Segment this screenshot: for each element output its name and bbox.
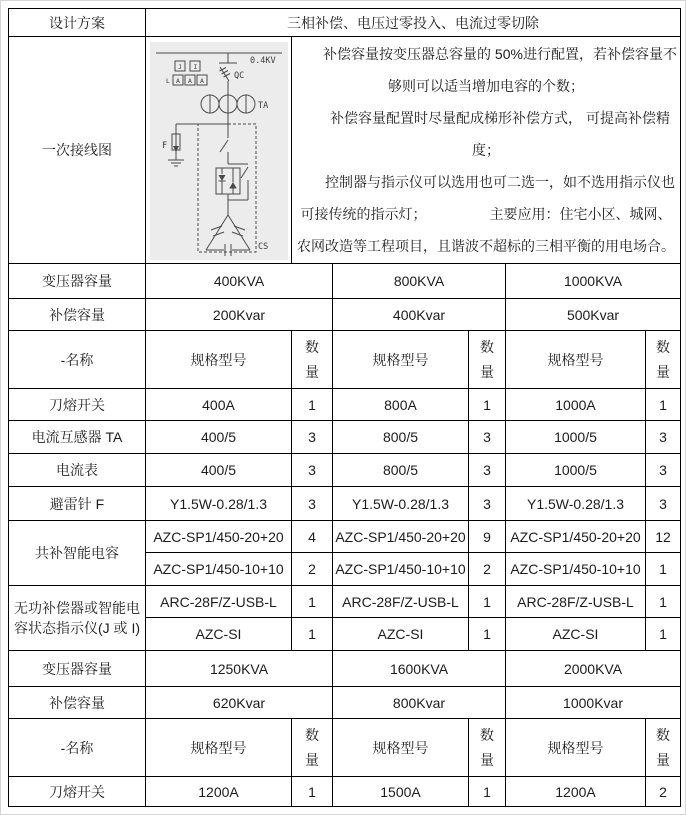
qc-label: QC — [233, 70, 244, 81]
compensation-capacity-value: 500Kvar — [506, 299, 681, 331]
wiring-diagram-cell — [146, 37, 292, 264]
item-spec: 1000A — [506, 389, 646, 421]
item-qty: 2 — [469, 553, 506, 586]
item-qty: 1 — [469, 389, 506, 421]
item-spec: 1000/5 — [506, 421, 646, 454]
item-spec: 800/5 — [333, 421, 469, 454]
cs-capacitor-bank-symbol — [198, 124, 256, 256]
column-header-qty: 数量 — [469, 331, 506, 389]
table-row — [9, 521, 681, 553]
compensation-capacity-value: 800Kvar — [333, 687, 506, 719]
item-qty: 3 — [646, 487, 681, 521]
delta-capacitor-symbol — [206, 215, 250, 256]
item-spec: 800A — [333, 389, 469, 421]
item-spec: AZC-SP1/450-10+10 — [506, 553, 646, 586]
item-spec: AZC-SP1/450-10+10 — [146, 553, 292, 586]
item-qty: 3 — [469, 421, 506, 454]
item-qty: 1 — [292, 586, 333, 618]
table-row — [9, 586, 681, 618]
ta-label: TA — [257, 100, 268, 111]
item-spec: ARC-28F/Z-USB-L — [333, 586, 469, 618]
column-header-spec: 规格型号 — [506, 331, 646, 389]
item-name: 避雷针 F — [9, 487, 146, 521]
transformer-capacity-value: 1000KVA — [506, 264, 681, 299]
column-header-spec: 规格型号 — [333, 331, 469, 389]
spec-table — [8, 8, 681, 807]
note-paragraph: 补偿容量配置时尽量配成梯形补偿方式， 可提高补偿精度； — [330, 110, 670, 158]
item-qty: 12 — [646, 521, 681, 553]
compensation-capacity-value: 1000Kvar — [506, 687, 681, 719]
transformer-capacity-label: 变压器容量 — [9, 264, 146, 299]
item-qty: 1 — [292, 777, 333, 807]
transformer-capacity-value: 1250KVA — [146, 651, 333, 687]
item-spec: AZC-SP1/450-20+20 — [506, 521, 646, 553]
item-spec: AZC-SI — [333, 618, 469, 651]
item-qty: 2 — [646, 777, 681, 807]
compensation-capacity-value: 400Kvar — [333, 299, 506, 331]
table-row — [9, 37, 681, 264]
item-qty: 3 — [292, 454, 333, 487]
item-name: 电流互感器 TA — [9, 421, 146, 454]
voltage-label: 0.4KV — [249, 55, 276, 66]
item-spec: 400/5 — [146, 421, 292, 454]
item-spec: AZC-SI — [506, 618, 646, 651]
table-row — [9, 454, 681, 487]
i-label: I — [193, 62, 197, 71]
table-row — [9, 421, 681, 454]
item-spec: Y1.5W-0.28/1.3 — [146, 487, 292, 521]
transformer-capacity-value: 2000KVA — [506, 651, 681, 687]
table-row — [9, 487, 681, 521]
transformer-capacity-value: 400KVA — [146, 264, 333, 299]
transformer-capacity-value: 800KVA — [333, 264, 506, 299]
thyristor-up — [229, 182, 236, 188]
item-qty: 3 — [469, 454, 506, 487]
notes-cell — [292, 37, 681, 264]
one-line-wiring-diagram — [150, 42, 288, 260]
item-qty: 3 — [646, 421, 681, 454]
f-label: F — [161, 140, 167, 151]
item-qty: 1 — [292, 618, 333, 651]
column-header-name: -名称 — [9, 331, 146, 389]
qc-switch-symbol — [219, 67, 230, 95]
column-header-qty: 数量 — [646, 331, 681, 389]
item-name: 共补智能电容 — [9, 521, 146, 586]
item-spec: 1000/5 — [506, 454, 646, 487]
thyristor-down — [218, 175, 225, 181]
item-spec: AZC-SP1/450-10+10 — [333, 553, 469, 586]
l-label: L — [165, 76, 170, 85]
item-qty: 3 — [469, 487, 506, 521]
item-qty: 4 — [292, 521, 333, 553]
a-label: A — [199, 76, 204, 85]
item-spec: 1200A — [506, 777, 646, 807]
item-qty: 3 — [646, 454, 681, 487]
item-spec: 1500A — [333, 777, 469, 807]
transformer-capacity-value: 1600KVA — [333, 651, 506, 687]
item-qty: 9 — [469, 521, 506, 553]
table-row — [9, 9, 681, 37]
item-qty: 1 — [646, 586, 681, 618]
item-spec: 1200A — [146, 777, 292, 807]
item-name: 无功补偿器或智能电容状态指示仪(J 或 I) — [9, 586, 146, 651]
item-spec: ARC-28F/Z-USB-L — [146, 586, 292, 618]
item-qty: 3 — [292, 487, 333, 521]
a-label: A — [187, 76, 192, 85]
table-row — [9, 651, 681, 687]
item-spec: AZC-SP1/450-20+20 — [333, 521, 469, 553]
note-paragraph: 控制器与指示仪可以选用也可二选一，如不选用指示仪也可接传统的指示灯； 主要应用：住宅小区、城网、农网改造等工程项目，且谐波不超标的三相平衡的用电场合。 — [297, 174, 676, 254]
column-header-spec: 规格型号 — [146, 331, 292, 389]
item-name: 刀熔开关 — [9, 389, 146, 421]
item-name: 刀熔开关 — [9, 777, 146, 807]
table-row — [9, 264, 681, 299]
item-qty: 3 — [292, 421, 333, 454]
column-header-qty: 数量 — [292, 719, 333, 777]
compensation-capacity-label: 补偿容量 — [9, 299, 146, 331]
column-header-name: -名称 — [9, 719, 146, 777]
column-header-spec: 规格型号 — [146, 719, 292, 777]
ta-ct-symbol — [201, 95, 255, 124]
design-label: 设计方案 — [9, 9, 146, 37]
item-spec: Y1.5W-0.28/1.3 — [506, 487, 646, 521]
item-qty: 1 — [292, 389, 333, 421]
column-header-qty: 数量 — [646, 719, 681, 777]
transformer-capacity-label: 变压器容量 — [9, 651, 146, 687]
item-spec: ARC-28F/Z-USB-L — [506, 586, 646, 618]
item-qty: 1 — [646, 618, 681, 651]
table-row — [9, 777, 681, 807]
table-row — [9, 719, 681, 777]
item-qty: 1 — [469, 618, 506, 651]
a-label: A — [175, 76, 180, 85]
column-header-qty: 数量 — [292, 331, 333, 389]
item-qty: 1 — [469, 777, 506, 807]
table-row — [9, 687, 681, 719]
item-spec: 400/5 — [146, 454, 292, 487]
column-header-spec: 规格型号 — [333, 719, 469, 777]
item-qty: 1 — [646, 389, 681, 421]
table-row — [9, 299, 681, 331]
item-qty: 2 — [292, 553, 333, 586]
item-spec: Y1.5W-0.28/1.3 — [333, 487, 469, 521]
j-label: J — [177, 62, 182, 71]
item-qty: 1 — [469, 586, 506, 618]
compensation-capacity-value: 620Kvar — [146, 687, 333, 719]
table-row — [9, 389, 681, 421]
note-paragraph: 补偿容量按变压器总容量的 50%进行配置，若补偿容量不够则可以适当增加电容的个数； — [323, 46, 677, 94]
wiring-label: 一次接线图 — [9, 37, 146, 264]
item-name: 电流表 — [9, 454, 146, 487]
compensation-capacity-label: 补偿容量 — [9, 687, 146, 719]
item-spec: AZC-SI — [146, 618, 292, 651]
item-qty: 1 — [646, 553, 681, 586]
table-row — [9, 331, 681, 389]
column-header-qty: 数量 — [469, 719, 506, 777]
design-value: 三相补偿、电压过零投入、电流过零切除 — [146, 9, 681, 37]
item-spec: AZC-SP1/450-20+20 — [146, 521, 292, 553]
cs-label: CS — [257, 241, 268, 252]
compensation-capacity-value: 200Kvar — [146, 299, 333, 331]
item-spec: 400A — [146, 389, 292, 421]
item-spec: 800/5 — [333, 454, 469, 487]
column-header-spec: 规格型号 — [506, 719, 646, 777]
indicator-boxes — [166, 61, 207, 85]
